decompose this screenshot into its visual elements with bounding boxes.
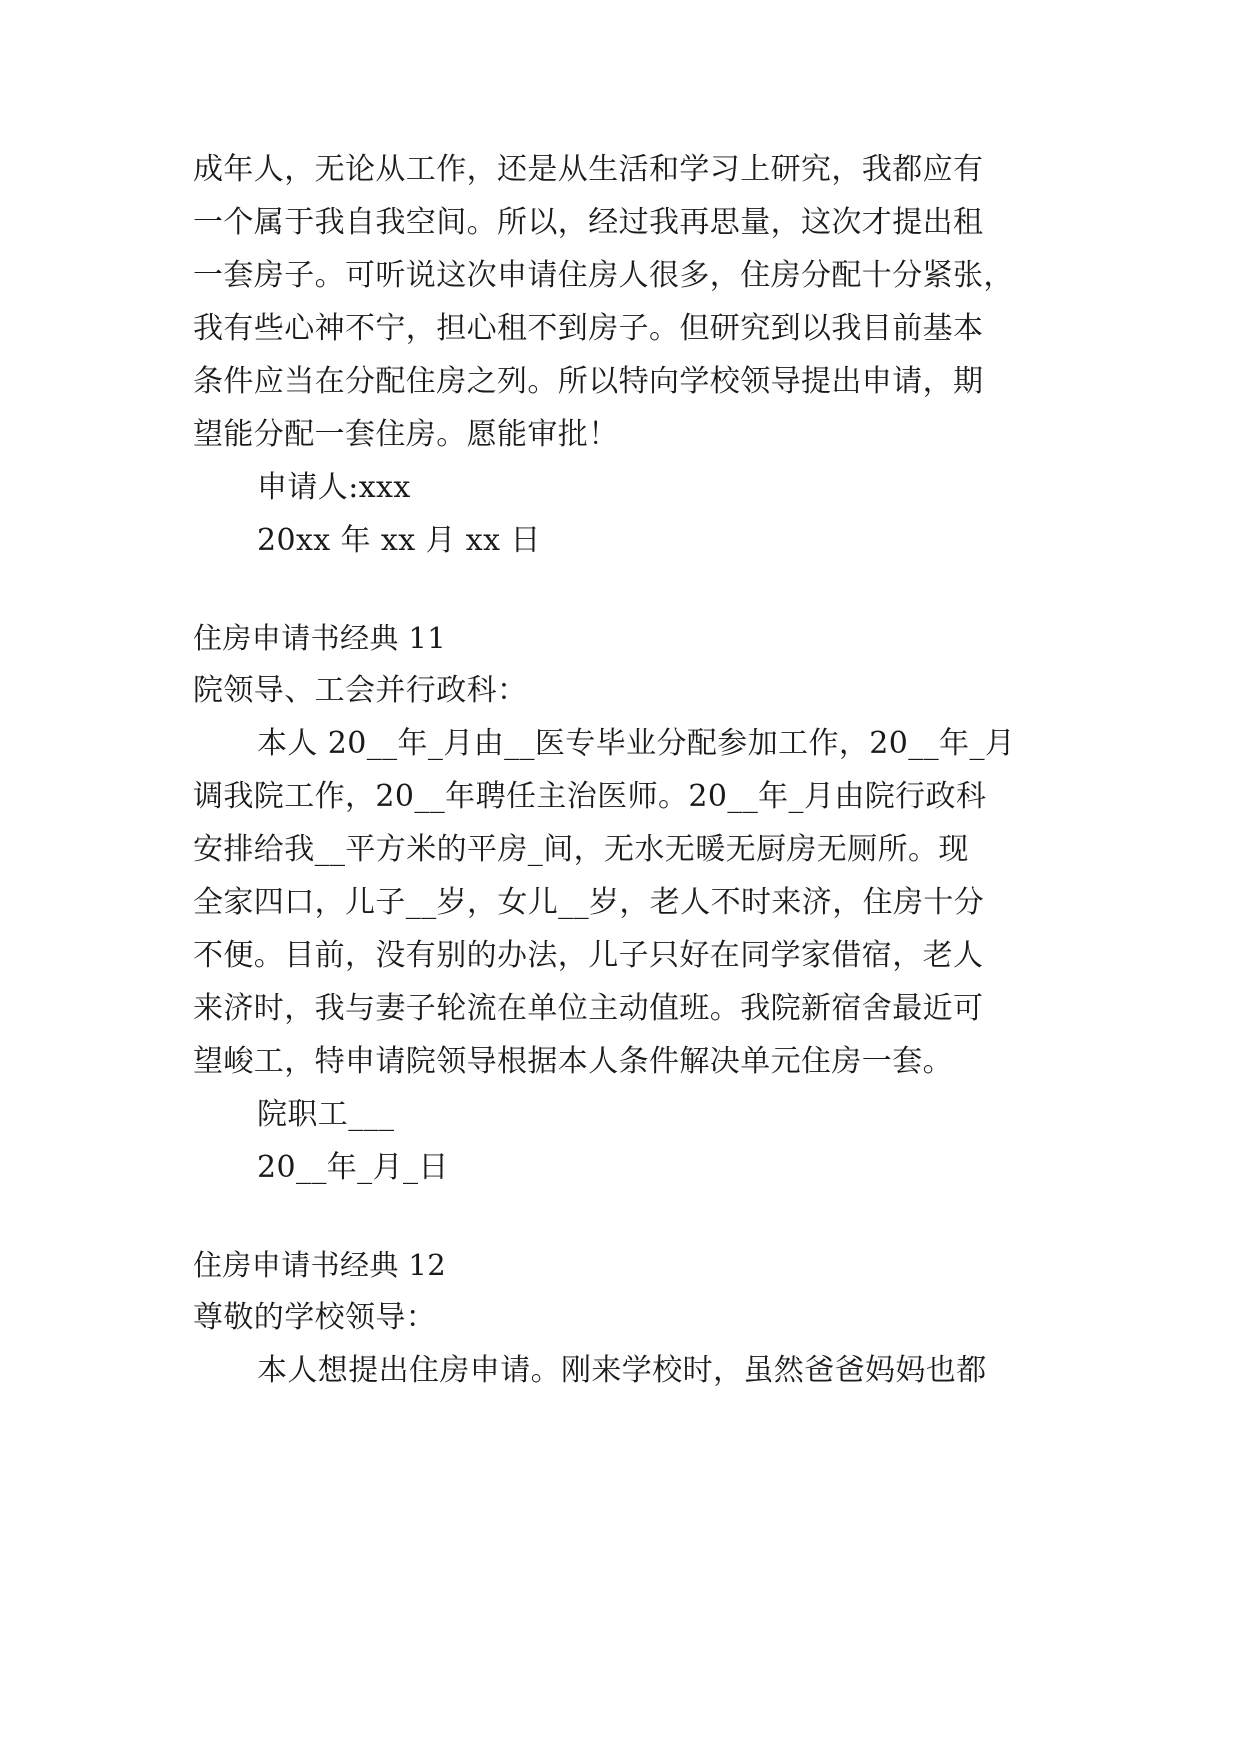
paragraph-line: 望峻工，特申请院领导根据本人条件解决单元住房一套。 [193, 1044, 953, 1079]
section-title: 住房申请书经典 12 [193, 1248, 447, 1282]
paragraph-line: 不便。目前，没有别的办法，儿子只好在同学家借宿，老人 [193, 938, 984, 973]
paragraph-line: 调我院工作，20__年聘任主治医师。20__年_月由院行政科 [193, 779, 987, 814]
paragraph-line: 成年人，无论从工作，还是从生活和学习上研究，我都应有 [193, 152, 984, 187]
salutation: 尊敬的学校领导： [193, 1300, 437, 1335]
signature: 申请人:xxx [257, 470, 411, 505]
paragraph-line: 安排给我__平方米的平房_间，无水无暖无厨房无厕所。现 [193, 832, 969, 867]
date-line: 20__年_月_日 [257, 1150, 449, 1185]
date-line: 20xx 年 xx 月 xx 日 [257, 523, 541, 558]
paragraph-line: 本人 20__年_月由__医专毕业分配参加工作，20__年_月 [257, 726, 1016, 761]
paragraph-line: 望能分配一套住房。愿能审批！ [193, 417, 619, 452]
paragraph-line: 我有些心神不宁，担心租不到房子。但研究到以我目前基本 [193, 311, 984, 346]
paragraph-line: 一个属于我自我空间。所以，经过我再思量，这次才提出租 [193, 205, 984, 240]
paragraph-line: 全家四口，儿子__岁，女儿__岁，老人不时来济，住房十分 [193, 885, 985, 920]
paragraph-line: 本人想提出住房申请。刚来学校时，虽然爸爸妈妈也都 [257, 1353, 987, 1388]
paragraph-line: 条件应当在分配住房之列。所以特向学校领导提出申请，期 [193, 364, 984, 399]
paragraph-line: 来济时，我与妻子轮流在单位主动值班。我院新宿舍最近可 [193, 991, 984, 1026]
paragraph-line: 一套房子。可听说这次申请住房人很多，住房分配十分紧张， [193, 258, 1014, 293]
section-title: 住房申请书经典 11 [193, 621, 447, 655]
signature: 院职工___ [257, 1097, 395, 1132]
salutation: 院领导、工会并行政科： [193, 673, 528, 708]
